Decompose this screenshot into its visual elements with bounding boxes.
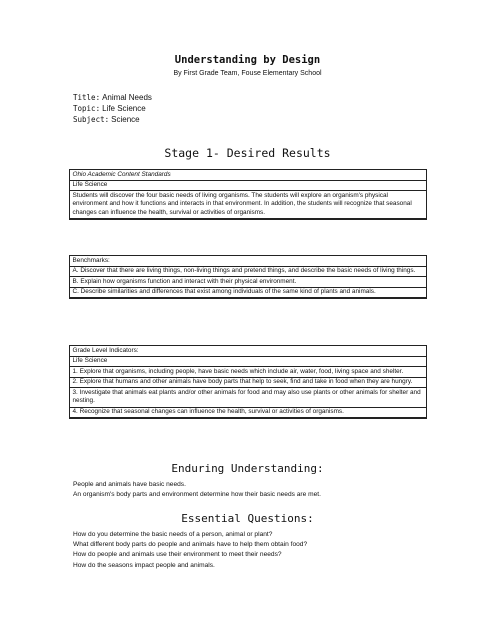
meta-subject-label: Subject:	[73, 115, 110, 124]
indicator-item: 1. Explore that organisms, including people, have basic needs which include air, water, food, living space and shelter.	[70, 367, 427, 378]
meta-subject-value: Science	[111, 115, 140, 124]
indicator-item: 2. Explore that humans and other animals have body parts that help to seek, find and take in food when they are hungry.	[70, 377, 427, 388]
standards-body: Students will discover the four basic needs of living organisms. The students will explore an organism's physical environment and how it functions and interacts in that environment. In addition, the students will recognize that seasonal changes can influence the health, survival or activities of organisms.	[70, 191, 427, 219]
benchmark-item: A. Discover that there are living things, non-living things and pretend things, and describe the basic needs of living things.	[70, 266, 427, 277]
essential-question: How do you determine the basic needs of a person, animal or plant?	[73, 531, 273, 538]
enduring-line: People and animals have basic needs.	[73, 481, 186, 488]
essential-question: How do people and animals use their environment to meet their needs?	[73, 551, 282, 559]
benchmark-item: C. Describe similarities and differences that exist among individuals of the same kind of plants and animals.	[70, 287, 427, 298]
indicator-item: 4. Recognize that seasonal changes can influence the health, survival or activities of organisms.	[70, 407, 427, 418]
essential-question: How do the seasons impact people and animals.	[73, 561, 215, 569]
essential-text	[73, 530, 307, 571]
indicators-table	[69, 345, 427, 419]
meta-topic-value: Life Science	[102, 104, 146, 113]
meta-subject-row	[73, 114, 140, 125]
standards-header: Ohio Academic Content Standards	[70, 170, 427, 181]
enduring-heading: Enduring Understanding:	[171, 462, 324, 475]
document-subtitle: By First Grade Team, Fouse Elementary School	[173, 70, 322, 77]
essential-heading: Essential Questions:	[181, 512, 314, 525]
indicators-header: Grade Level Indicators:	[70, 346, 427, 357]
standards-subheader: Life Science	[70, 180, 427, 191]
standards-table	[69, 169, 427, 220]
meta-title-row	[73, 92, 152, 103]
enduring-line: An organism's body parts and environment determine how their basic needs are met.	[73, 491, 321, 499]
meta-title-label: Title:	[73, 93, 101, 102]
document-title: Understanding by Design	[174, 54, 321, 66]
essential-question: What different body parts do people and animals have to help them obtain food?	[73, 541, 308, 549]
stage1-heading: Stage 1- Desired Results	[164, 146, 331, 160]
benchmarks-table	[69, 255, 427, 299]
meta-topic-row	[73, 103, 146, 114]
benchmarks-header: Benchmarks:	[70, 256, 427, 267]
benchmark-item: B. Explain how organisms function and interact with their physical environment.	[70, 277, 427, 288]
indicator-item: 3. Investigate that animals eat plants and/or other animals for food and may also use plants or other animals for shelter and nesting.	[70, 388, 427, 407]
meta-title-value: Animal Needs	[102, 93, 152, 102]
enduring-text	[73, 480, 321, 500]
meta-topic-label: Topic:	[73, 104, 101, 113]
indicators-subheader: Life Science	[70, 356, 427, 367]
